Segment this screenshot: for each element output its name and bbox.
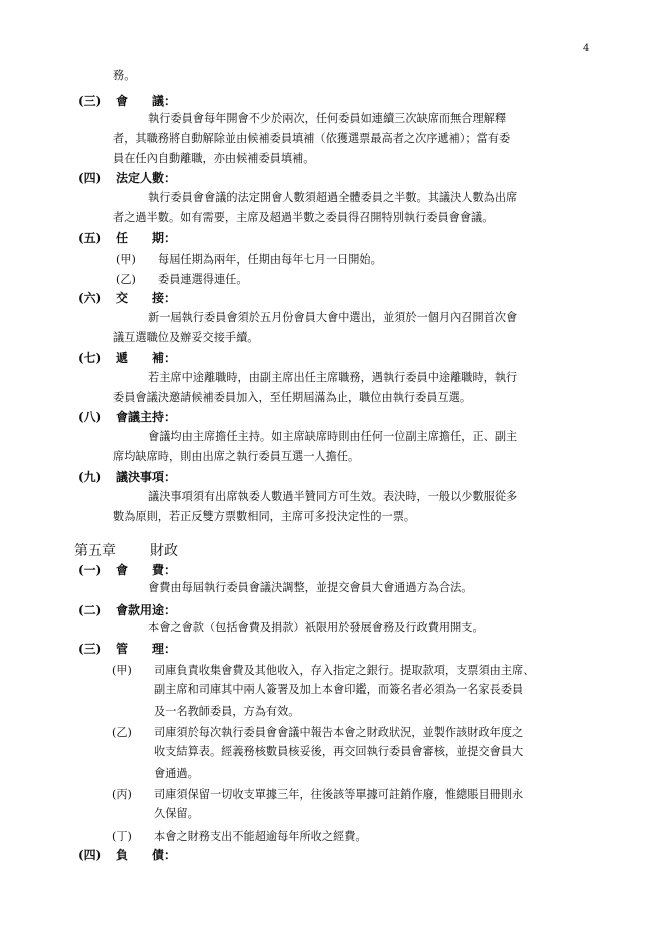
section-heading-quorum [78, 169, 176, 186]
section-heading-resolutions [78, 468, 176, 485]
section-heading-handover [78, 289, 176, 306]
section-title: 會議主持： [116, 410, 177, 424]
list-item [112, 662, 534, 678]
section-number: (八) [78, 410, 102, 424]
section-title: 交 接： [116, 291, 177, 305]
list-item [116, 251, 382, 267]
paragraph-line: 會費由每屆執行委員會議決調整，並提交會員大會通過方為合法。 [148, 581, 473, 594]
section-number: (三) [78, 642, 102, 656]
section-heading-term [78, 229, 176, 246]
section-title: 管 理： [116, 642, 177, 656]
chapter-heading [74, 540, 178, 560]
paragraph-line: 執行委員會每年開會不少於兩次，任何委員如連續三次缺席而無合理解釋 [148, 112, 507, 125]
section-title: 會款用途： [116, 603, 177, 617]
continuation-text: 務。 [113, 69, 136, 82]
paragraph-line: 新一屆執行委員會須於五月份會員大會中選出，並須於一個月內召開首次會 [148, 311, 518, 324]
section-title: 遞 補： [116, 351, 177, 365]
item-marker: (甲) [116, 253, 136, 266]
paragraph-line: 者之過半數。如有需要，主席及超過半數之委員得召開特別執行委員會會議。 [113, 211, 494, 224]
paragraph-line: 副主席和司庫其中兩人簽署及加上本會印鑑，而簽名者必須為一名家長委員 [154, 683, 524, 696]
item-text: 每屆任期為兩年，任期由每年七月一日開始。 [158, 253, 382, 266]
paragraph-line: 會議均由主席擔任主持。如主席缺席時則由任何一位副主席擔任，正、副主 [148, 430, 518, 443]
item-text: 本會之財務支出不能超逾每年所收之經費。 [154, 830, 367, 843]
item-text: 委員連選得連任。 [158, 273, 248, 286]
paragraph-line: 若主席中途離職時，由副主席出任主席職務，遇執行委員中途離職時，執行 [148, 371, 518, 384]
item-marker: (乙) [112, 726, 132, 739]
section-number: (一) [78, 563, 102, 577]
list-item [116, 271, 248, 287]
section-number: (四) [78, 171, 102, 185]
section-heading-succession [78, 349, 176, 366]
list-item [112, 786, 523, 802]
paragraph-line: 及一名教師委員，方為有效。 [154, 705, 300, 718]
section-heading-fees [78, 561, 176, 578]
section-heading-management [78, 640, 176, 657]
section-heading-chairing [78, 408, 176, 425]
chapter-title: 財政 [150, 543, 178, 559]
section-number: (七) [78, 351, 102, 365]
section-title: 任 期： [116, 231, 177, 245]
paragraph-line: 本會之會款（包括會費及捐款）祇限用於發展會務及行政費用開支。 [148, 621, 484, 634]
page-number: 4 [583, 43, 590, 54]
list-item [112, 828, 367, 844]
paragraph-line: 議互選職位及辦妥交接手續。 [113, 331, 259, 344]
item-text: 司庫負責收集會費及其他收入，存入指定之銀行。提取款項，支票須由主席、 [154, 664, 535, 677]
section-title: 負 債： [116, 848, 177, 862]
paragraph-line: 者，其職務將自動解除並由候補委員填補（依獲選票最高者之次序遞補）；當有委 [113, 132, 511, 145]
paragraph-line: 議決事項須有出席執委人數過半贊同方可生效。表決時，一般以少數服從多 [148, 490, 518, 503]
section-title: 法定人數： [116, 171, 177, 185]
list-item [112, 724, 523, 740]
item-marker: (丙) [112, 788, 132, 801]
paragraph-line: 席均缺席時，則由出席之執行委員互選一人擔任。 [113, 450, 360, 463]
section-heading-fund-usage [78, 601, 176, 618]
section-title: 會 議： [116, 94, 177, 108]
paragraph-line: 收支結算表。經義務核數員核妥後，再交回執行委員會審核，並提交會員大 [154, 745, 524, 758]
section-number: (九) [78, 470, 102, 484]
section-number: (六) [78, 291, 102, 305]
paragraph-line: 員在任內自動離職，亦由候補委員填補。 [113, 152, 315, 165]
item-text: 司庫須保留一切收支單據三年，往後該等單據可註銷作廢，惟總賬目冊則永 [154, 788, 524, 801]
paragraph-line: 執行委員會會議的法定開會人數須超過全體委員之半數。其議決人數為出席 [148, 191, 518, 204]
paragraph-line: 久保留。 [154, 807, 199, 820]
section-heading-meetings [78, 92, 176, 109]
section-number: (五) [78, 231, 102, 245]
item-marker: (乙) [116, 273, 136, 286]
section-number: (四) [78, 848, 102, 862]
section-title: 議決事項： [116, 470, 177, 484]
paragraph-line: 委員會議決邀請候補委員加入，至任期屆滿為止，職位由執行委員互選。 [113, 391, 472, 404]
section-title: 會 費： [116, 563, 177, 577]
item-text: 司庫須於每次執行委員會會議中報告本會之財政狀況，並製作該財政年度之 [154, 726, 524, 739]
paragraph-line: 會通過。 [154, 767, 199, 780]
chapter-number: 第五章 [74, 543, 116, 559]
section-heading-liabilities [78, 846, 176, 863]
item-marker: (丁) [112, 830, 132, 843]
section-number: (三) [78, 94, 102, 108]
paragraph-line: 數為原則，若正反雙方票數相同，主席可多投決定性的一票。 [113, 510, 416, 523]
section-number: (二) [78, 603, 102, 617]
item-marker: (甲) [112, 664, 132, 677]
